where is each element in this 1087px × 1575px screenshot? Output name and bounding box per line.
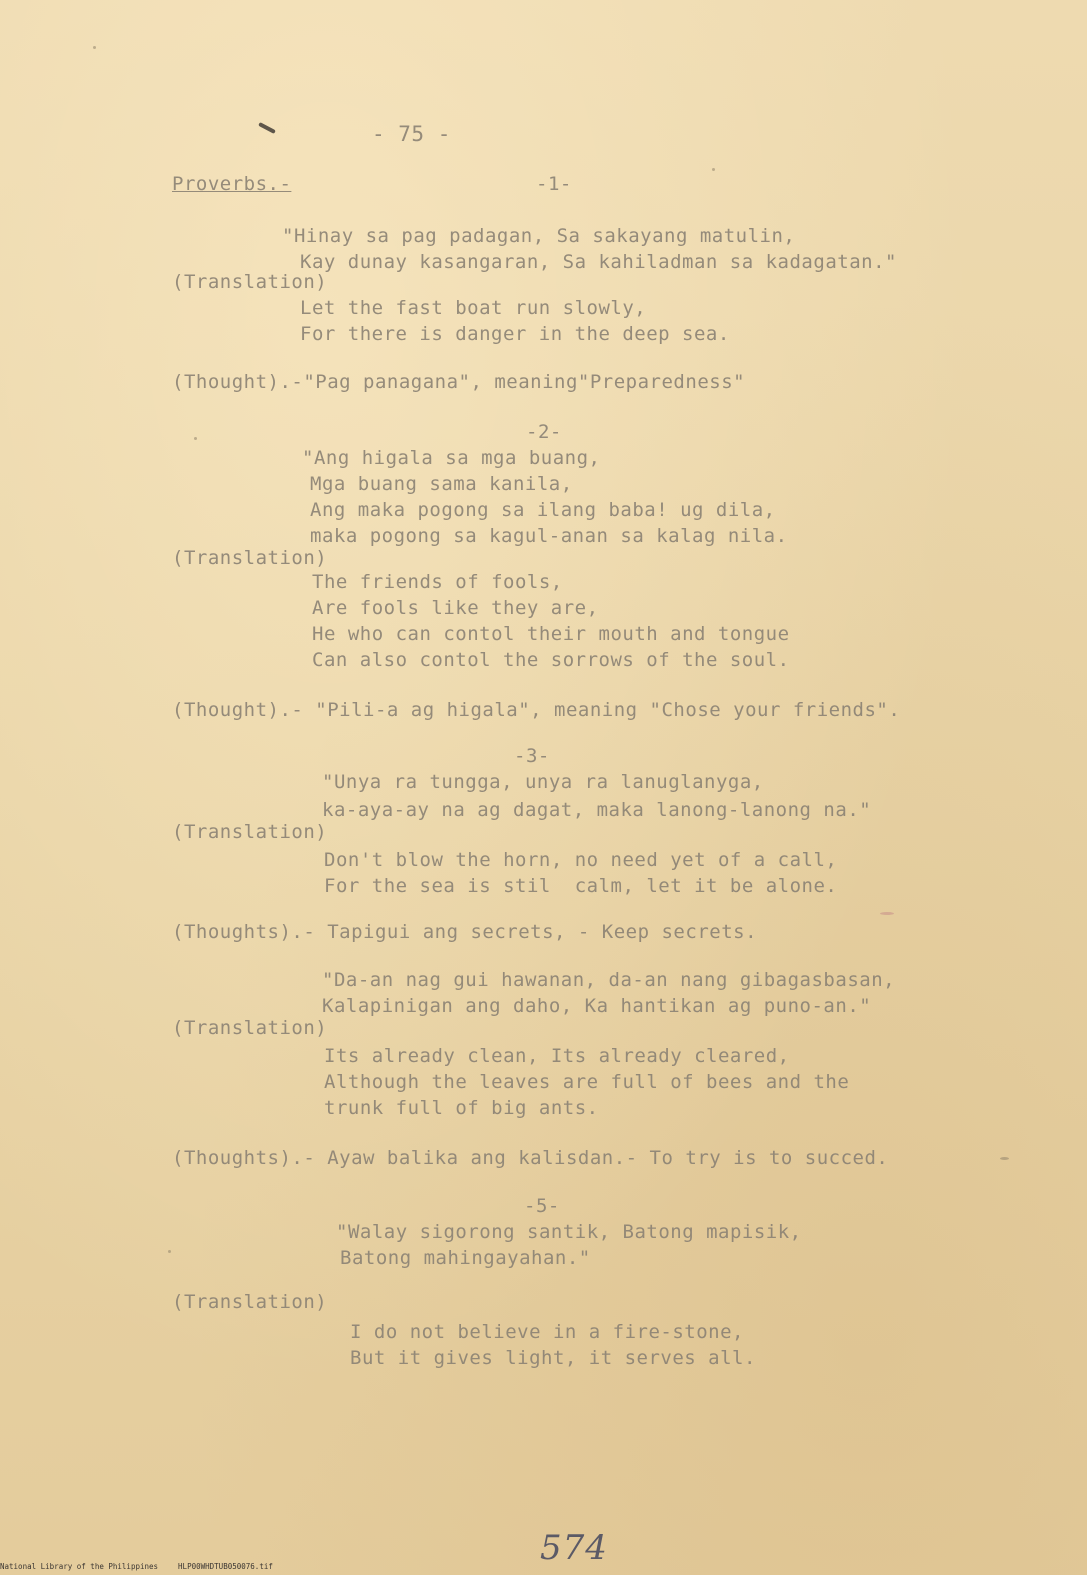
proverb-line: Kay dunay kasangaran, Sa kahiladman sa kadagatan." bbox=[300, 251, 897, 273]
footer-filename: HLP00WHDTUB050076.tif bbox=[178, 1562, 273, 1571]
proverb-line: "Ang higala sa mga buang, bbox=[302, 447, 601, 469]
handwritten-page-number: 574 bbox=[540, 1528, 608, 1568]
thought-line: (Thought).-"Pag panagana", meaning"Preparedness" bbox=[172, 371, 746, 393]
proverb-number: -2- bbox=[526, 421, 562, 443]
paper-speck bbox=[880, 912, 894, 915]
translation-label: (Translation) bbox=[172, 547, 328, 569]
translation-line: The friends of fools, bbox=[312, 571, 563, 593]
proverb-line: Ang maka pogong sa ilang baba! ug dila, bbox=[310, 499, 776, 521]
translation-line: Don't blow the horn, no need yet of a call, bbox=[324, 849, 838, 871]
paper-speck bbox=[93, 46, 96, 49]
proverb-line: maka pogong sa kagul-anan sa kalag nila. bbox=[310, 525, 788, 547]
page-number: - 75 - bbox=[372, 122, 451, 146]
translation-label: (Translation) bbox=[172, 271, 328, 293]
translation-label: (Translation) bbox=[172, 1291, 328, 1313]
paper-speck bbox=[1000, 1157, 1009, 1160]
proverb-line: "Unya ra tungga, unya ra lanuglanyga, bbox=[322, 771, 764, 793]
translation-line: For there is danger in the deep sea. bbox=[300, 323, 730, 345]
proverb-number: -5- bbox=[524, 1195, 560, 1217]
proverb-line: "Da-an nag gui hawanan, da-an nang gibagasbasan, bbox=[322, 969, 896, 991]
translation-line: Although the leaves are full of bees and the bbox=[324, 1071, 850, 1093]
footer-library: National Library of the Philippines bbox=[0, 1562, 159, 1571]
translation-line: Are fools like they are, bbox=[312, 597, 599, 619]
paper-speck bbox=[168, 1250, 171, 1253]
paper-speck bbox=[194, 437, 197, 440]
proverb-line: Mga buang sama kanila, bbox=[310, 473, 573, 495]
proverb-line: Kalapinigan ang daho, Ka hantikan ag puno-an." bbox=[322, 995, 872, 1017]
scan-footer bbox=[0, 1562, 1087, 1571]
proverb-number: -1- bbox=[536, 173, 572, 195]
translation-label: (Translation) bbox=[172, 1017, 328, 1039]
paper-speck bbox=[712, 168, 715, 171]
translation-line: trunk full of big ants. bbox=[324, 1097, 599, 1119]
proverb-line: ka-aya-ay na ag dagat, maka lanong-lanong na." bbox=[322, 799, 872, 821]
thought-line: (Thoughts).- Tapigui ang secrets, - Keep secrets. bbox=[172, 921, 758, 943]
section-heading: Proverbs.- bbox=[172, 173, 292, 195]
translation-line: He who can contol their mouth and tongue bbox=[312, 623, 790, 645]
translation-line: I do not believe in a fire-stone, bbox=[350, 1321, 744, 1343]
ink-mark bbox=[258, 122, 276, 134]
translation-label: (Translation) bbox=[172, 821, 328, 843]
thought-line: (Thought).- "Pili-a ag higala", meaning "Chose your friends". bbox=[172, 699, 901, 721]
translation-line: Its already clean, Its already cleared, bbox=[324, 1045, 790, 1067]
proverb-line: "Hinay sa pag padagan, Sa sakayang matulin, bbox=[282, 225, 796, 247]
translation-line: Let the fast boat run slowly, bbox=[300, 297, 647, 319]
thought-line: (Thoughts).- Ayaw balika ang kalisdan.- To try is to succed. bbox=[172, 1147, 889, 1169]
translation-line: Can also contol the sorrows of the soul. bbox=[312, 649, 790, 671]
proverb-line: "Walay sigorong santik, Batong mapisik, bbox=[336, 1221, 802, 1243]
proverb-number: -3- bbox=[514, 745, 550, 767]
translation-line: But it gives light, it serves all. bbox=[350, 1347, 756, 1369]
translation-line: For the sea is stil calm, let it be alone. bbox=[324, 875, 838, 897]
proverb-line: Batong mahingayahan." bbox=[340, 1247, 591, 1269]
